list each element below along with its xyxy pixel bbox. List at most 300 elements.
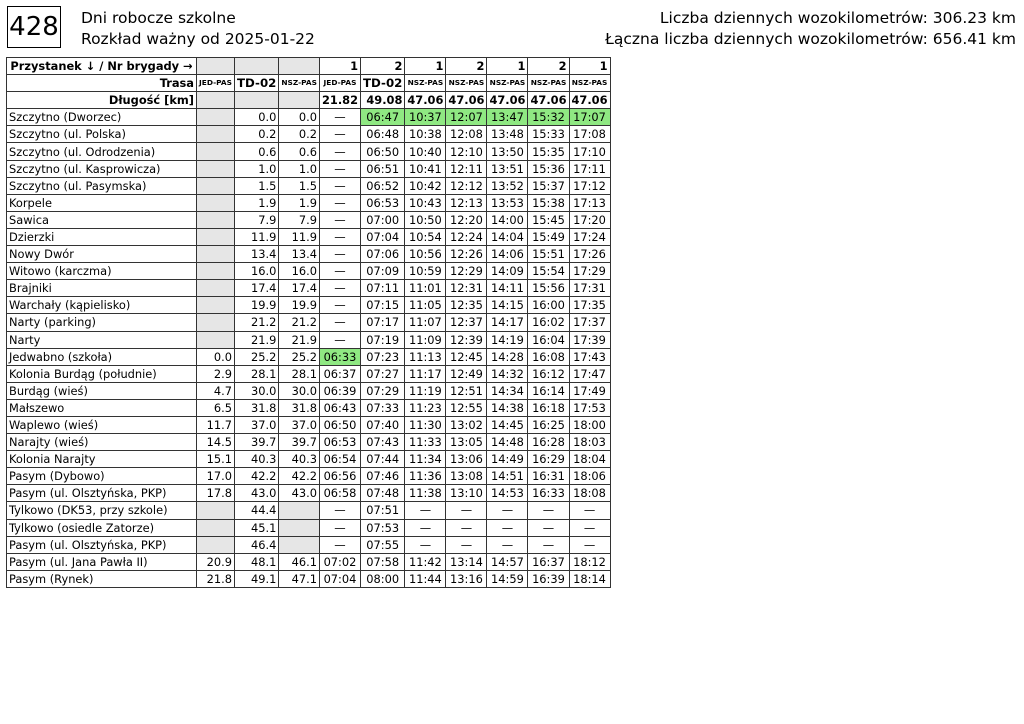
stop-distance: 14.5 — [197, 434, 235, 451]
stop-distance — [197, 160, 235, 177]
departure-time: 12:39 — [446, 331, 487, 348]
stop-distance: 13.4 — [235, 246, 279, 263]
departure-time: 07:58 — [361, 553, 405, 570]
departure-time: 15:54 — [528, 263, 569, 280]
departure-time: 15:45 — [528, 211, 569, 228]
variant-blank-cell — [235, 92, 279, 109]
trip-length: 49.08 — [361, 92, 405, 109]
departure-time: — — [319, 263, 360, 280]
stop-row — [7, 570, 611, 587]
departure-time: 17:10 — [569, 143, 610, 160]
departure-time: 18:14 — [569, 570, 610, 587]
variant-route: JED-PAS — [197, 75, 235, 92]
header-route-row — [7, 75, 611, 92]
stop-distance: 21.2 — [279, 314, 320, 331]
departure-time: 11:07 — [405, 314, 446, 331]
departure-time: 16:14 — [528, 382, 569, 399]
departure-time: 14:53 — [487, 485, 528, 502]
stop-distance — [197, 297, 235, 314]
stop-distance: 25.2 — [235, 348, 279, 365]
stop-distance: 1.9 — [279, 194, 320, 211]
departure-time: 11:01 — [405, 280, 446, 297]
departure-time: — — [319, 211, 360, 228]
departure-time: 17:08 — [569, 126, 610, 143]
departure-time: 14:32 — [487, 365, 528, 382]
departure-time: 06:47 — [361, 109, 405, 126]
departure-time: 06:50 — [361, 143, 405, 160]
departure-time: 13:52 — [487, 177, 528, 194]
departure-time: 07:46 — [361, 468, 405, 485]
departure-time: — — [319, 246, 360, 263]
stop-distance: 1.0 — [235, 160, 279, 177]
departure-time: — — [405, 536, 446, 553]
stop-row — [7, 399, 611, 416]
departure-time: 10:43 — [405, 194, 446, 211]
departure-time: — — [405, 519, 446, 536]
departure-time: 12:10 — [446, 143, 487, 160]
departure-time: 12:29 — [446, 263, 487, 280]
departure-time: 11:17 — [405, 365, 446, 382]
stop-name: Szczytno (ul. Kasprowicza) — [7, 160, 197, 177]
stop-distance: 17.0 — [197, 468, 235, 485]
departure-time: 07:06 — [361, 246, 405, 263]
departure-time: 18:06 — [569, 468, 610, 485]
stop-name: Szczytno (ul. Polska) — [7, 126, 197, 143]
departure-time: 16:02 — [528, 314, 569, 331]
stop-distance — [279, 502, 320, 519]
daily-km: Liczba dziennych wozokilometrów: 306.23 km — [659, 9, 1016, 27]
stop-distance: 46.1 — [279, 553, 320, 570]
departure-time: — — [569, 519, 610, 536]
stop-distance: 1.5 — [279, 177, 320, 194]
departure-time: 17:13 — [569, 194, 610, 211]
stop-distance: 4.7 — [197, 382, 235, 399]
departure-time: 18:03 — [569, 434, 610, 451]
stop-distance: 43.0 — [235, 485, 279, 502]
trip-route: NSZ-PAS — [528, 75, 569, 92]
stop-distance — [197, 314, 235, 331]
departure-time: 12:35 — [446, 297, 487, 314]
stop-distance: 21.2 — [235, 314, 279, 331]
departure-time: 17:39 — [569, 331, 610, 348]
stop-distance: 28.1 — [235, 365, 279, 382]
stop-name: Małszewo — [7, 399, 197, 416]
variant-blank-cell — [197, 92, 235, 109]
stop-name: Korpele — [7, 194, 197, 211]
stop-distance: 28.1 — [279, 365, 320, 382]
departure-time: 15:56 — [528, 280, 569, 297]
stop-name: Nowy Dwór — [7, 246, 197, 263]
departure-time: 10:38 — [405, 126, 446, 143]
departure-time: 11:38 — [405, 485, 446, 502]
stop-distance: 37.0 — [279, 416, 320, 433]
trip-length: 47.06 — [569, 92, 610, 109]
stop-distance: 0.0 — [235, 109, 279, 126]
departure-time: 10:40 — [405, 143, 446, 160]
length-label: Długość [km] — [7, 92, 197, 109]
departure-time: — — [319, 177, 360, 194]
departure-time: 13:47 — [487, 109, 528, 126]
stop-distance — [197, 228, 235, 245]
departure-time: 17:43 — [569, 348, 610, 365]
corner-label: Przystanek ↓ / Nr brygady → — [7, 58, 197, 75]
stop-distance — [197, 177, 235, 194]
stop-distance — [197, 502, 235, 519]
stop-distance: 49.1 — [235, 570, 279, 587]
stop-distance — [197, 109, 235, 126]
variant-blank-cell — [279, 58, 320, 75]
trip-length: 21.82 — [319, 92, 360, 109]
stop-distance — [197, 331, 235, 348]
departure-time: 18:08 — [569, 485, 610, 502]
trip-length: 47.06 — [446, 92, 487, 109]
departure-time: 06:50 — [319, 416, 360, 433]
departure-time: 17:20 — [569, 211, 610, 228]
stop-name: Narty (parking) — [7, 314, 197, 331]
stop-distance: 0.2 — [235, 126, 279, 143]
departure-time: 14:57 — [487, 553, 528, 570]
departure-time: 14:17 — [487, 314, 528, 331]
departure-time: 07:27 — [361, 365, 405, 382]
stop-row — [7, 160, 611, 177]
departure-time: 14:15 — [487, 297, 528, 314]
stop-distance: 20.9 — [197, 553, 235, 570]
departure-time: 15:32 — [528, 109, 569, 126]
departure-time: 15:37 — [528, 177, 569, 194]
departure-time: 17:29 — [569, 263, 610, 280]
stop-name: Brajniki — [7, 280, 197, 297]
departure-time: 07:04 — [361, 228, 405, 245]
departure-time: 07:48 — [361, 485, 405, 502]
stop-name: Kolonia Narajty — [7, 451, 197, 468]
stop-row — [7, 382, 611, 399]
stop-distance: 31.8 — [235, 399, 279, 416]
departure-time: — — [446, 502, 487, 519]
departure-time: 06:43 — [319, 399, 360, 416]
departure-time: 10:56 — [405, 246, 446, 263]
departure-time: 10:42 — [405, 177, 446, 194]
trip-brigade: 1 — [487, 58, 528, 75]
departure-time: 12:12 — [446, 177, 487, 194]
departure-time: 14:09 — [487, 263, 528, 280]
departure-time: 14:11 — [487, 280, 528, 297]
departure-time: 13:53 — [487, 194, 528, 211]
departure-time: 16:12 — [528, 365, 569, 382]
stop-name: Waplewo (wieś) — [7, 416, 197, 433]
km-summary — [605, 8, 1016, 50]
departure-time: 16:37 — [528, 553, 569, 570]
departure-time: 11:34 — [405, 451, 446, 468]
stop-row — [7, 263, 611, 280]
trip-brigade: 1 — [405, 58, 446, 75]
stop-row — [7, 109, 611, 126]
stop-distance: 21.8 — [197, 570, 235, 587]
departure-time: 16:08 — [528, 348, 569, 365]
stop-distance: 39.7 — [279, 434, 320, 451]
departure-time: 16:28 — [528, 434, 569, 451]
departure-time: — — [319, 314, 360, 331]
stop-name: Pasym (ul. Olsztyńska, PKP) — [7, 485, 197, 502]
stop-name: Pasym (ul. Olsztyńska, PKP) — [7, 536, 197, 553]
stop-distance: 16.0 — [279, 263, 320, 280]
departure-time: — — [487, 519, 528, 536]
departure-time: — — [319, 297, 360, 314]
departure-time: 14:59 — [487, 570, 528, 587]
timetable — [6, 57, 611, 588]
stop-distance — [279, 519, 320, 536]
departure-time: — — [319, 228, 360, 245]
departure-time: — — [319, 331, 360, 348]
departure-time: 16:00 — [528, 297, 569, 314]
departure-time: 06:56 — [319, 468, 360, 485]
stop-row — [7, 211, 611, 228]
departure-time: 18:12 — [569, 553, 610, 570]
departure-time: 07:11 — [361, 280, 405, 297]
stop-distance: 11.9 — [279, 228, 320, 245]
departure-time: 12:20 — [446, 211, 487, 228]
stop-row — [7, 246, 611, 263]
departure-time: 17:31 — [569, 280, 610, 297]
stop-row — [7, 416, 611, 433]
stop-name: Jedwabno (szkoła) — [7, 348, 197, 365]
stop-distance — [197, 280, 235, 297]
departure-time: 14:51 — [487, 468, 528, 485]
stop-name: Warchały (kąpielisko) — [7, 297, 197, 314]
departure-time: 10:59 — [405, 263, 446, 280]
departure-time: 06:37 — [319, 365, 360, 382]
stop-row — [7, 297, 611, 314]
departure-time: — — [405, 502, 446, 519]
stop-name: Narty — [7, 331, 197, 348]
departure-time: — — [319, 160, 360, 177]
stop-name: Tylkowo (osiedle Zatorze) — [7, 519, 197, 536]
departure-time: 11:05 — [405, 297, 446, 314]
departure-time: 11:33 — [405, 434, 446, 451]
stop-distance: 37.0 — [235, 416, 279, 433]
departure-time: — — [319, 109, 360, 126]
departure-time: 13:48 — [487, 126, 528, 143]
departure-time: 17:47 — [569, 365, 610, 382]
departure-time: 07:55 — [361, 536, 405, 553]
departure-time: — — [446, 519, 487, 536]
departure-time: 07:29 — [361, 382, 405, 399]
departure-time: — — [319, 502, 360, 519]
departure-time: 12:08 — [446, 126, 487, 143]
stop-distance: 40.3 — [235, 451, 279, 468]
departure-time: 07:51 — [361, 502, 405, 519]
departure-time: — — [487, 502, 528, 519]
stop-distance: 44.4 — [235, 502, 279, 519]
departure-time: 18:00 — [569, 416, 610, 433]
stop-distance: 1.9 — [235, 194, 279, 211]
departure-time: 06:52 — [361, 177, 405, 194]
valid-from: Rozkład ważny od 2025-01-22 — [81, 30, 315, 48]
departure-time: 15:36 — [528, 160, 569, 177]
departure-time: 13:10 — [446, 485, 487, 502]
departure-time: 14:34 — [487, 382, 528, 399]
departure-time: 11:23 — [405, 399, 446, 416]
departure-time: 06:48 — [361, 126, 405, 143]
stop-distance: 42.2 — [235, 468, 279, 485]
stop-name: Narajty (wieś) — [7, 434, 197, 451]
stop-distance: 40.3 — [279, 451, 320, 468]
departure-time: — — [528, 502, 569, 519]
departure-time: 17:49 — [569, 382, 610, 399]
departure-time: — — [446, 536, 487, 553]
departure-time: 07:53 — [361, 519, 405, 536]
departure-time: — — [528, 536, 569, 553]
stop-distance: 7.9 — [279, 211, 320, 228]
stop-distance: 0.0 — [279, 109, 320, 126]
stop-name: Pasym (Rynek) — [7, 570, 197, 587]
departure-time: 17:53 — [569, 399, 610, 416]
departure-time: 11:44 — [405, 570, 446, 587]
departure-time: 13:50 — [487, 143, 528, 160]
stop-row — [7, 348, 611, 365]
trip-length: 47.06 — [528, 92, 569, 109]
stop-row — [7, 536, 611, 553]
departure-time: 14:28 — [487, 348, 528, 365]
trip-route: NSZ-PAS — [569, 75, 610, 92]
departure-time: 12:31 — [446, 280, 487, 297]
departure-time: 17:11 — [569, 160, 610, 177]
departure-time: 15:35 — [528, 143, 569, 160]
departure-time: 12:49 — [446, 365, 487, 382]
departure-time: 16:39 — [528, 570, 569, 587]
departure-time: 17:07 — [569, 109, 610, 126]
departure-time: 12:26 — [446, 246, 487, 263]
departure-time: 07:00 — [361, 211, 405, 228]
departure-time: 14:38 — [487, 399, 528, 416]
stop-distance — [197, 143, 235, 160]
departure-time: 11:36 — [405, 468, 446, 485]
variant-route: NSZ-PAS — [279, 75, 320, 92]
stop-name: Szczytno (ul. Pasymska) — [7, 177, 197, 194]
departure-time: 14:19 — [487, 331, 528, 348]
departure-time: 12:11 — [446, 160, 487, 177]
stop-distance: 6.5 — [197, 399, 235, 416]
departure-time: 06:33 — [319, 348, 360, 365]
departure-time: 16:29 — [528, 451, 569, 468]
departure-time: 16:25 — [528, 416, 569, 433]
departure-time: 14:04 — [487, 228, 528, 245]
stop-row — [7, 502, 611, 519]
stop-row — [7, 553, 611, 570]
departure-time: 06:39 — [319, 382, 360, 399]
departure-time: 12:51 — [446, 382, 487, 399]
departure-time: 07:43 — [361, 434, 405, 451]
variant-blank-cell — [235, 58, 279, 75]
departure-time: 07:23 — [361, 348, 405, 365]
stop-name: Sawica — [7, 211, 197, 228]
stop-distance: 48.1 — [235, 553, 279, 570]
departure-time: 07:09 — [361, 263, 405, 280]
trip-brigade: 2 — [361, 58, 405, 75]
stop-row — [7, 519, 611, 536]
departure-time: 16:04 — [528, 331, 569, 348]
trip-brigade: 1 — [319, 58, 360, 75]
stop-distance: 2.9 — [197, 365, 235, 382]
departure-time: 12:13 — [446, 194, 487, 211]
stop-row — [7, 280, 611, 297]
stop-distance: 1.0 — [279, 160, 320, 177]
departure-time: 07:17 — [361, 314, 405, 331]
stop-distance: 17.8 — [197, 485, 235, 502]
departure-time: 17:24 — [569, 228, 610, 245]
schedule-info — [81, 8, 315, 50]
departure-time: — — [569, 502, 610, 519]
departure-time: — — [319, 143, 360, 160]
stop-distance — [197, 194, 235, 211]
stop-name: Burdąg (wieś) — [7, 382, 197, 399]
departure-time: 14:45 — [487, 416, 528, 433]
departure-time: 07:33 — [361, 399, 405, 416]
stop-distance: 15.1 — [197, 451, 235, 468]
stop-distance: 0.6 — [235, 143, 279, 160]
stop-distance: 43.0 — [279, 485, 320, 502]
trip-length: 47.06 — [405, 92, 446, 109]
departure-time: 13:08 — [446, 468, 487, 485]
departure-time: — — [319, 194, 360, 211]
departure-time: 13:06 — [446, 451, 487, 468]
stop-row — [7, 331, 611, 348]
departure-time: 06:51 — [361, 160, 405, 177]
departure-time: 07:15 — [361, 297, 405, 314]
departure-time: 10:50 — [405, 211, 446, 228]
departure-time: 13:05 — [446, 434, 487, 451]
departure-time: 06:53 — [361, 194, 405, 211]
departure-time: — — [319, 519, 360, 536]
departure-time: 11:19 — [405, 382, 446, 399]
stop-name: Pasym (ul. Jana Pawła II) — [7, 553, 197, 570]
variant-route: TD-02 — [235, 75, 279, 92]
trip-brigade: 2 — [446, 58, 487, 75]
departure-time: 07:44 — [361, 451, 405, 468]
departure-time: 14:48 — [487, 434, 528, 451]
variant-blank-cell — [197, 58, 235, 75]
day-type: Dni robocze szkolne — [81, 9, 236, 27]
stop-name: Szczytno (Dworzec) — [7, 109, 197, 126]
stop-name: Kolonia Burdąg (południe) — [7, 365, 197, 382]
stop-row — [7, 177, 611, 194]
trip-brigade: 1 — [569, 58, 610, 75]
departure-time: 10:41 — [405, 160, 446, 177]
stop-distance: 17.4 — [279, 280, 320, 297]
stop-distance: 25.2 — [279, 348, 320, 365]
stop-row — [7, 451, 611, 468]
stop-distance: 42.2 — [279, 468, 320, 485]
departure-time: — — [319, 126, 360, 143]
departure-time: 18:04 — [569, 451, 610, 468]
departure-time: 12:55 — [446, 399, 487, 416]
departure-time: 17:37 — [569, 314, 610, 331]
stop-distance: 0.0 — [197, 348, 235, 365]
stop-distance: 31.8 — [279, 399, 320, 416]
trip-route: JED-PAS — [319, 75, 360, 92]
route-number: 428 — [7, 6, 61, 48]
stop-distance: 30.0 — [235, 382, 279, 399]
stop-row — [7, 468, 611, 485]
header-length-row — [7, 92, 611, 109]
trip-route: NSZ-PAS — [405, 75, 446, 92]
stop-distance: 45.1 — [235, 519, 279, 536]
stop-distance — [197, 246, 235, 263]
departure-time: 07:40 — [361, 416, 405, 433]
departure-time: 13:51 — [487, 160, 528, 177]
stop-row — [7, 126, 611, 143]
departure-time: 17:35 — [569, 297, 610, 314]
stop-distance: 39.7 — [235, 434, 279, 451]
